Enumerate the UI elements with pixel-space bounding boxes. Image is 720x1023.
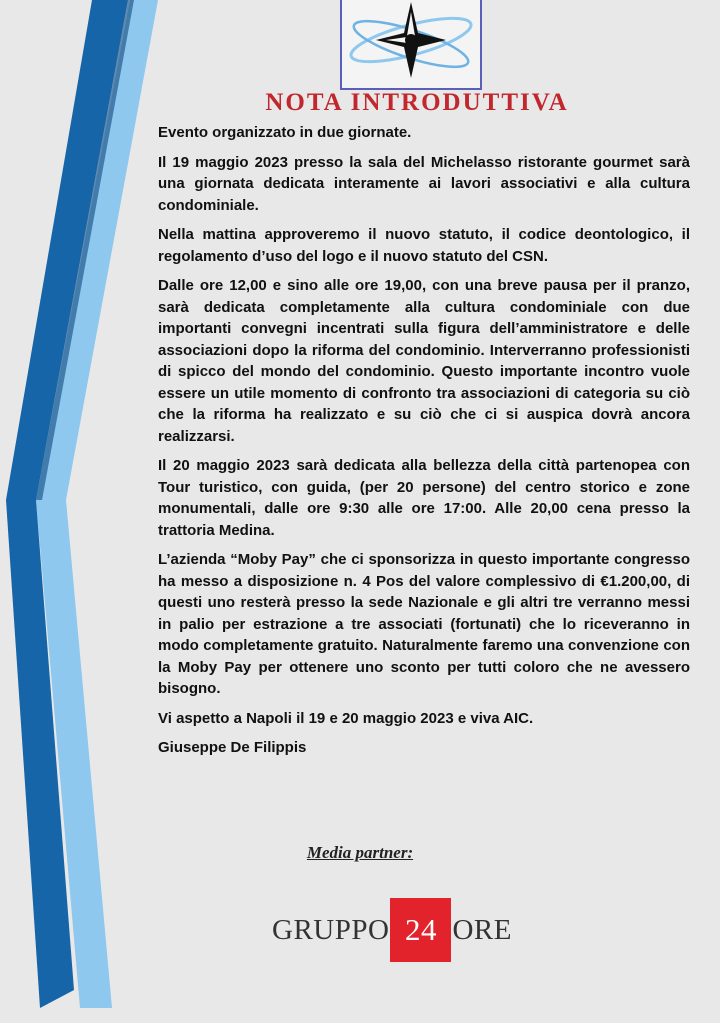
association-logo xyxy=(340,0,482,90)
compass-star-icon xyxy=(342,0,480,88)
logo-text-box: 24 xyxy=(390,898,451,962)
signature: Giuseppe De Filippis xyxy=(158,739,307,756)
logo-text-right: ORE xyxy=(452,913,512,946)
document-body xyxy=(158,122,690,767)
paragraph-morning: Nella mattina approveremo il nuovo statuto, il codice deontologico, il regolamento d’uso del logo e il nuovo statuto del CSN. xyxy=(158,226,690,265)
decorative-ribbons xyxy=(0,0,170,1023)
paragraph-closing: Vi aspetto a Napoli il 19 e 20 maggio 2023 e viva AIC. xyxy=(158,709,534,727)
paragraph-day-two: Il 20 maggio 2023 sarà dedicata alla bellezza della città partenopea con Tour turistico, con guida, (per 20 persone) del centro storico e zone monumentali, dalle ore 9:30 alle ore 17:00. Alle 20,00 cena presso la trattoria Medina. xyxy=(158,457,690,539)
media-partner-label: Media partner: xyxy=(306,843,414,862)
gruppo-24-ore-logo xyxy=(272,898,512,962)
logo-text-left: GRUPPO xyxy=(272,913,390,946)
paragraph-intro: Evento organizzato in due giornate. xyxy=(158,124,412,141)
paragraph-day-one: Il 19 maggio 2023 presso la sala del Michelasso ristorante gourmet sarà una giornata dedicata interamente ai lavori associativi e alla cultura condominiale. xyxy=(158,153,690,214)
page-title: NOTA INTRODUTTIVA xyxy=(265,89,569,116)
paragraph-conferences: Dalle ore 12,00 e sino alle ore 19,00, con una breve pausa per il pranzo, sarà dedicata completamente alla cultura condominiale con due importanti convegni incentrati sulla figura dell’amministratore e delle associazioni dopo la riforma del condominio. Interverranno professionisti di spicco del mondo del condominio. Questo importante incontro vuole essere un utile momento di confronto tra associazioni di categoria su ciò che la riforma ha realizzato e su ciò che ci si auspica dovrà ancora realizzarsi. xyxy=(158,277,690,445)
paragraph-sponsor: L’azienda “Moby Pay” che ci sponsorizza in questo importante congresso ha messo a disposizione n. 4 Pos del valore complessivo di €1.200,00, di questi uno resterà presso la sede Nazionale e gli altri tre verranno messi in palio per estrazione a tre associati (fortunati) che lo riceveranno in modo completamente gratuito. Naturalmente faremo una convenzione con la Moby Pay per ottenere uno sconto per tutti coloro che ne avessero bisogno. xyxy=(158,551,690,697)
